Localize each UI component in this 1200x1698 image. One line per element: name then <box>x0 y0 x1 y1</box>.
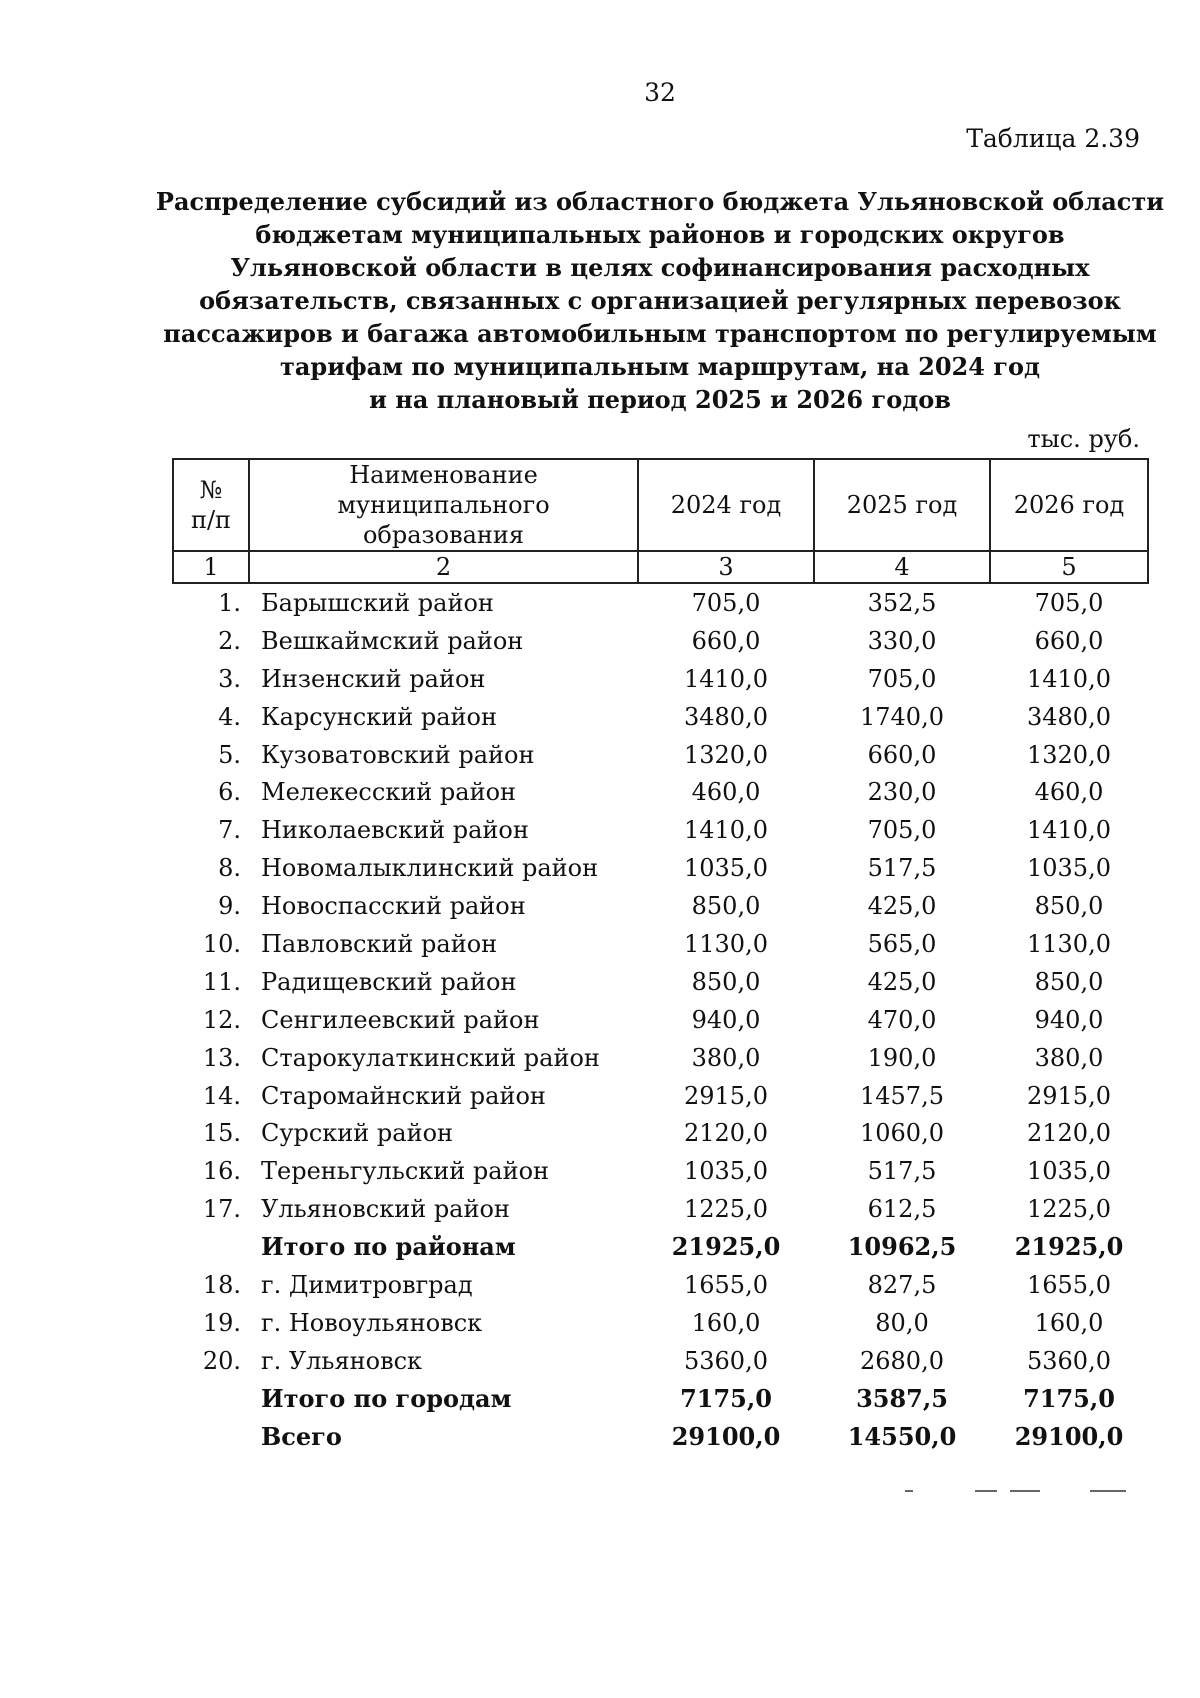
municipality-name-cell: г. Димитровград <box>261 1270 473 1299</box>
municipality-name-cell: Карсунский район <box>261 702 497 731</box>
value-2024-cell: 1320,0 <box>684 740 768 769</box>
table-row <box>173 1114 1148 1152</box>
municipality-name-cell: Итого по городам <box>261 1383 512 1413</box>
header-number <box>173 459 249 551</box>
title-line: Ульяновской области в целях софинансирования расходных <box>230 253 1090 282</box>
row-number-cell: 8. <box>218 854 241 883</box>
row-number-cell: 17. <box>202 1195 241 1224</box>
header-2026: 2026 год <box>990 459 1148 551</box>
municipality-name-cell: Сенгилеевский район <box>261 1005 540 1034</box>
value-2025-cell: 425,0 <box>867 892 937 921</box>
row-number-cell: 9. <box>218 892 241 921</box>
value-2025-cell: 2680,0 <box>860 1346 944 1375</box>
value-2025-cell: 3587,5 <box>856 1383 948 1413</box>
value-2024-cell: 1410,0 <box>684 664 768 693</box>
row-number-cell: 3. <box>218 664 241 693</box>
table-row <box>173 1001 1148 1039</box>
header-number-line1: № <box>199 476 223 504</box>
column-number: 1 <box>173 551 249 583</box>
header-number-line2: п/п <box>190 506 232 534</box>
column-number: 3 <box>638 551 814 583</box>
row-number-cell: 4. <box>218 702 241 731</box>
scan-speck <box>1090 1490 1126 1492</box>
table-row <box>173 887 1148 925</box>
value-2024-cell: 460,0 <box>691 778 761 807</box>
table-row <box>173 811 1148 849</box>
value-2026-cell: 2915,0 <box>1027 1081 1111 1110</box>
table-label: Таблица 2.39 <box>966 124 1140 153</box>
row-number-cell: 5. <box>218 740 241 769</box>
value-2025-cell: 705,0 <box>867 664 937 693</box>
row-number-cell: 11. <box>202 967 241 996</box>
value-2024-cell: 21925,0 <box>671 1232 781 1262</box>
value-2026-cell: 850,0 <box>1034 967 1104 996</box>
scan-speck <box>975 1490 997 1492</box>
row-number-cell: 13. <box>202 1043 241 1072</box>
value-2026-cell: 160,0 <box>1034 1308 1104 1337</box>
value-2025-cell: 80,0 <box>875 1308 929 1337</box>
document-title <box>140 185 1180 416</box>
units-label: тыс. руб. <box>1027 425 1140 453</box>
scan-speck <box>905 1490 913 1492</box>
value-2025-cell: 827,5 <box>867 1270 937 1299</box>
value-2024-cell: 2120,0 <box>684 1119 768 1148</box>
value-2026-cell: 3480,0 <box>1027 702 1111 731</box>
table-row <box>173 1304 1148 1342</box>
value-2024-cell: 1130,0 <box>684 929 768 958</box>
value-2025-cell: 1060,0 <box>860 1119 944 1148</box>
value-2024-cell: 380,0 <box>691 1043 761 1072</box>
header-name <box>249 459 638 551</box>
value-2026-cell: 2120,0 <box>1027 1119 1111 1148</box>
value-2026-cell: 940,0 <box>1034 1005 1104 1034</box>
table-total-row <box>173 1380 1148 1418</box>
value-2026-cell: 705,0 <box>1034 588 1104 617</box>
municipality-name-cell: Кузоватовский район <box>261 740 535 769</box>
value-2025-cell: 517,5 <box>867 1157 937 1186</box>
municipality-name-cell: Тереньгульский район <box>261 1157 550 1186</box>
table-row <box>173 773 1148 811</box>
row-number-cell: 10. <box>202 929 241 958</box>
value-2025-cell: 14550,0 <box>847 1421 957 1451</box>
table-row <box>173 698 1148 736</box>
value-2025-cell: 230,0 <box>867 778 937 807</box>
title-line: и на плановый период 2025 и 2026 годов <box>369 385 951 414</box>
value-2025-cell: 190,0 <box>867 1043 937 1072</box>
scan-speck <box>1010 1490 1040 1492</box>
column-number: 2 <box>249 551 638 583</box>
municipality-name-cell: Новоспасский район <box>261 892 526 921</box>
header-name-line1: Наименование <box>349 461 538 489</box>
title-line: пассажиров и багажа автомобильным транспортом по регулируемым <box>163 319 1157 348</box>
row-number-cell: 14. <box>202 1081 241 1110</box>
row-number-cell: 2. <box>218 626 241 655</box>
value-2025-cell: 330,0 <box>867 626 937 655</box>
row-number-cell <box>173 1228 249 1266</box>
table-total-row <box>173 1418 1148 1456</box>
municipality-name-cell: Сурский район <box>261 1119 454 1148</box>
value-2024-cell: 160,0 <box>691 1308 761 1337</box>
row-number-cell: 16. <box>202 1157 241 1186</box>
column-number: 4 <box>814 551 990 583</box>
value-2024-cell: 850,0 <box>691 892 761 921</box>
value-2024-cell: 7175,0 <box>680 1383 772 1413</box>
value-2025-cell: 1740,0 <box>860 702 944 731</box>
value-2026-cell: 5360,0 <box>1027 1346 1111 1375</box>
value-2026-cell: 460,0 <box>1034 778 1104 807</box>
value-2025-cell: 517,5 <box>867 854 937 883</box>
value-2024-cell: 660,0 <box>691 626 761 655</box>
value-2025-cell: 425,0 <box>867 967 937 996</box>
value-2025-cell: 660,0 <box>867 740 937 769</box>
column-number: 5 <box>990 551 1148 583</box>
title-line: Распределение субсидий из областного бюджета Ульяновской области <box>155 187 1165 216</box>
table-row <box>173 660 1148 698</box>
table-row <box>173 622 1148 660</box>
municipality-name-cell: Павловский район <box>261 929 498 958</box>
municipality-name-cell: Вешкаймский район <box>261 626 524 655</box>
municipality-name-cell: Старокулаткинский район <box>261 1043 600 1072</box>
title-line: обязательств, связанных с организацией регулярных перевозок <box>199 286 1121 315</box>
title-line: тарифам по муниципальным маршрутам, на 2024 год <box>279 352 1041 381</box>
value-2025-cell: 352,5 <box>867 588 937 617</box>
value-2026-cell: 21925,0 <box>1014 1232 1124 1262</box>
value-2026-cell: 1410,0 <box>1027 816 1111 845</box>
row-number-cell: 12. <box>202 1005 241 1034</box>
value-2024-cell: 1225,0 <box>684 1195 768 1224</box>
value-2026-cell: 380,0 <box>1034 1043 1104 1072</box>
value-2024-cell: 29100,0 <box>671 1421 781 1451</box>
value-2026-cell: 1035,0 <box>1027 1157 1111 1186</box>
value-2024-cell: 1035,0 <box>684 1157 768 1186</box>
table-row <box>173 1077 1148 1115</box>
row-number-cell: 15. <box>202 1119 241 1148</box>
table-row <box>173 1039 1148 1077</box>
value-2026-cell: 29100,0 <box>1014 1421 1124 1451</box>
column-number-row <box>173 551 1148 583</box>
value-2024-cell: 940,0 <box>691 1005 761 1034</box>
value-2024-cell: 5360,0 <box>684 1346 768 1375</box>
table-row <box>173 1190 1148 1228</box>
row-number-cell: 20. <box>202 1346 241 1375</box>
value-2025-cell: 470,0 <box>867 1005 937 1034</box>
value-2024-cell: 2915,0 <box>684 1081 768 1110</box>
row-number-cell: 19. <box>202 1308 241 1337</box>
header-2025: 2025 год <box>814 459 990 551</box>
municipality-name-cell: Итого по районам <box>261 1232 516 1262</box>
value-2026-cell: 1410,0 <box>1027 664 1111 693</box>
municipality-name-cell: Радищевский район <box>261 967 517 996</box>
municipality-name-cell: Старомайнский район <box>261 1081 546 1110</box>
municipality-name-cell: Ульяновский район <box>261 1195 510 1224</box>
subsidy-table <box>172 458 1149 1455</box>
table-row <box>173 1152 1148 1190</box>
municipality-name-cell: г. Ульяновск <box>261 1346 423 1375</box>
row-number-cell <box>173 1418 249 1456</box>
row-number-cell: 18. <box>202 1270 241 1299</box>
value-2025-cell: 612,5 <box>867 1195 937 1224</box>
value-2024-cell: 705,0 <box>691 588 761 617</box>
municipality-name-cell: Инзенский район <box>261 664 486 693</box>
value-2026-cell: 1130,0 <box>1027 929 1111 958</box>
table-row <box>173 583 1148 622</box>
table-body <box>173 583 1148 1455</box>
value-2026-cell: 850,0 <box>1034 892 1104 921</box>
municipality-name-cell: Новомалыклинский район <box>261 854 599 883</box>
value-2025-cell: 565,0 <box>867 929 937 958</box>
header-2024: 2024 год <box>638 459 814 551</box>
table-total-row <box>173 1228 1148 1266</box>
municipality-name-cell: г. Новоульяновск <box>261 1308 483 1337</box>
table-row <box>173 1266 1148 1304</box>
value-2025-cell: 1457,5 <box>860 1081 944 1110</box>
row-number-cell: 1. <box>218 588 241 617</box>
municipality-name-cell: Барышский район <box>261 588 494 617</box>
table-row <box>173 963 1148 1001</box>
value-2025-cell: 705,0 <box>867 816 937 845</box>
table-header-row <box>173 459 1148 551</box>
value-2024-cell: 850,0 <box>691 967 761 996</box>
header-name-line2: муниципального образования <box>337 491 550 549</box>
value-2026-cell: 7175,0 <box>1023 1383 1115 1413</box>
value-2025-cell: 10962,5 <box>847 1232 957 1262</box>
page-number: 32 <box>644 78 676 107</box>
row-number-cell <box>173 1380 249 1418</box>
row-number-cell: 7. <box>218 816 241 845</box>
row-number-cell: 6. <box>218 778 241 807</box>
table-row <box>173 849 1148 887</box>
municipality-name-cell: Всего <box>261 1421 342 1451</box>
value-2024-cell: 3480,0 <box>684 702 768 731</box>
municipality-name-cell: Николаевский район <box>261 816 529 845</box>
value-2026-cell: 660,0 <box>1034 626 1104 655</box>
value-2026-cell: 1655,0 <box>1027 1270 1111 1299</box>
title-line: бюджетам муниципальных районов и городских округов <box>255 220 1065 249</box>
table-row <box>173 1342 1148 1380</box>
municipality-name-cell: Мелекесский район <box>261 778 517 807</box>
value-2026-cell: 1225,0 <box>1027 1195 1111 1224</box>
table-row <box>173 925 1148 963</box>
value-2024-cell: 1655,0 <box>684 1270 768 1299</box>
value-2026-cell: 1320,0 <box>1027 740 1111 769</box>
value-2026-cell: 1035,0 <box>1027 854 1111 883</box>
value-2024-cell: 1410,0 <box>684 816 768 845</box>
value-2024-cell: 1035,0 <box>684 854 768 883</box>
table-row <box>173 736 1148 774</box>
